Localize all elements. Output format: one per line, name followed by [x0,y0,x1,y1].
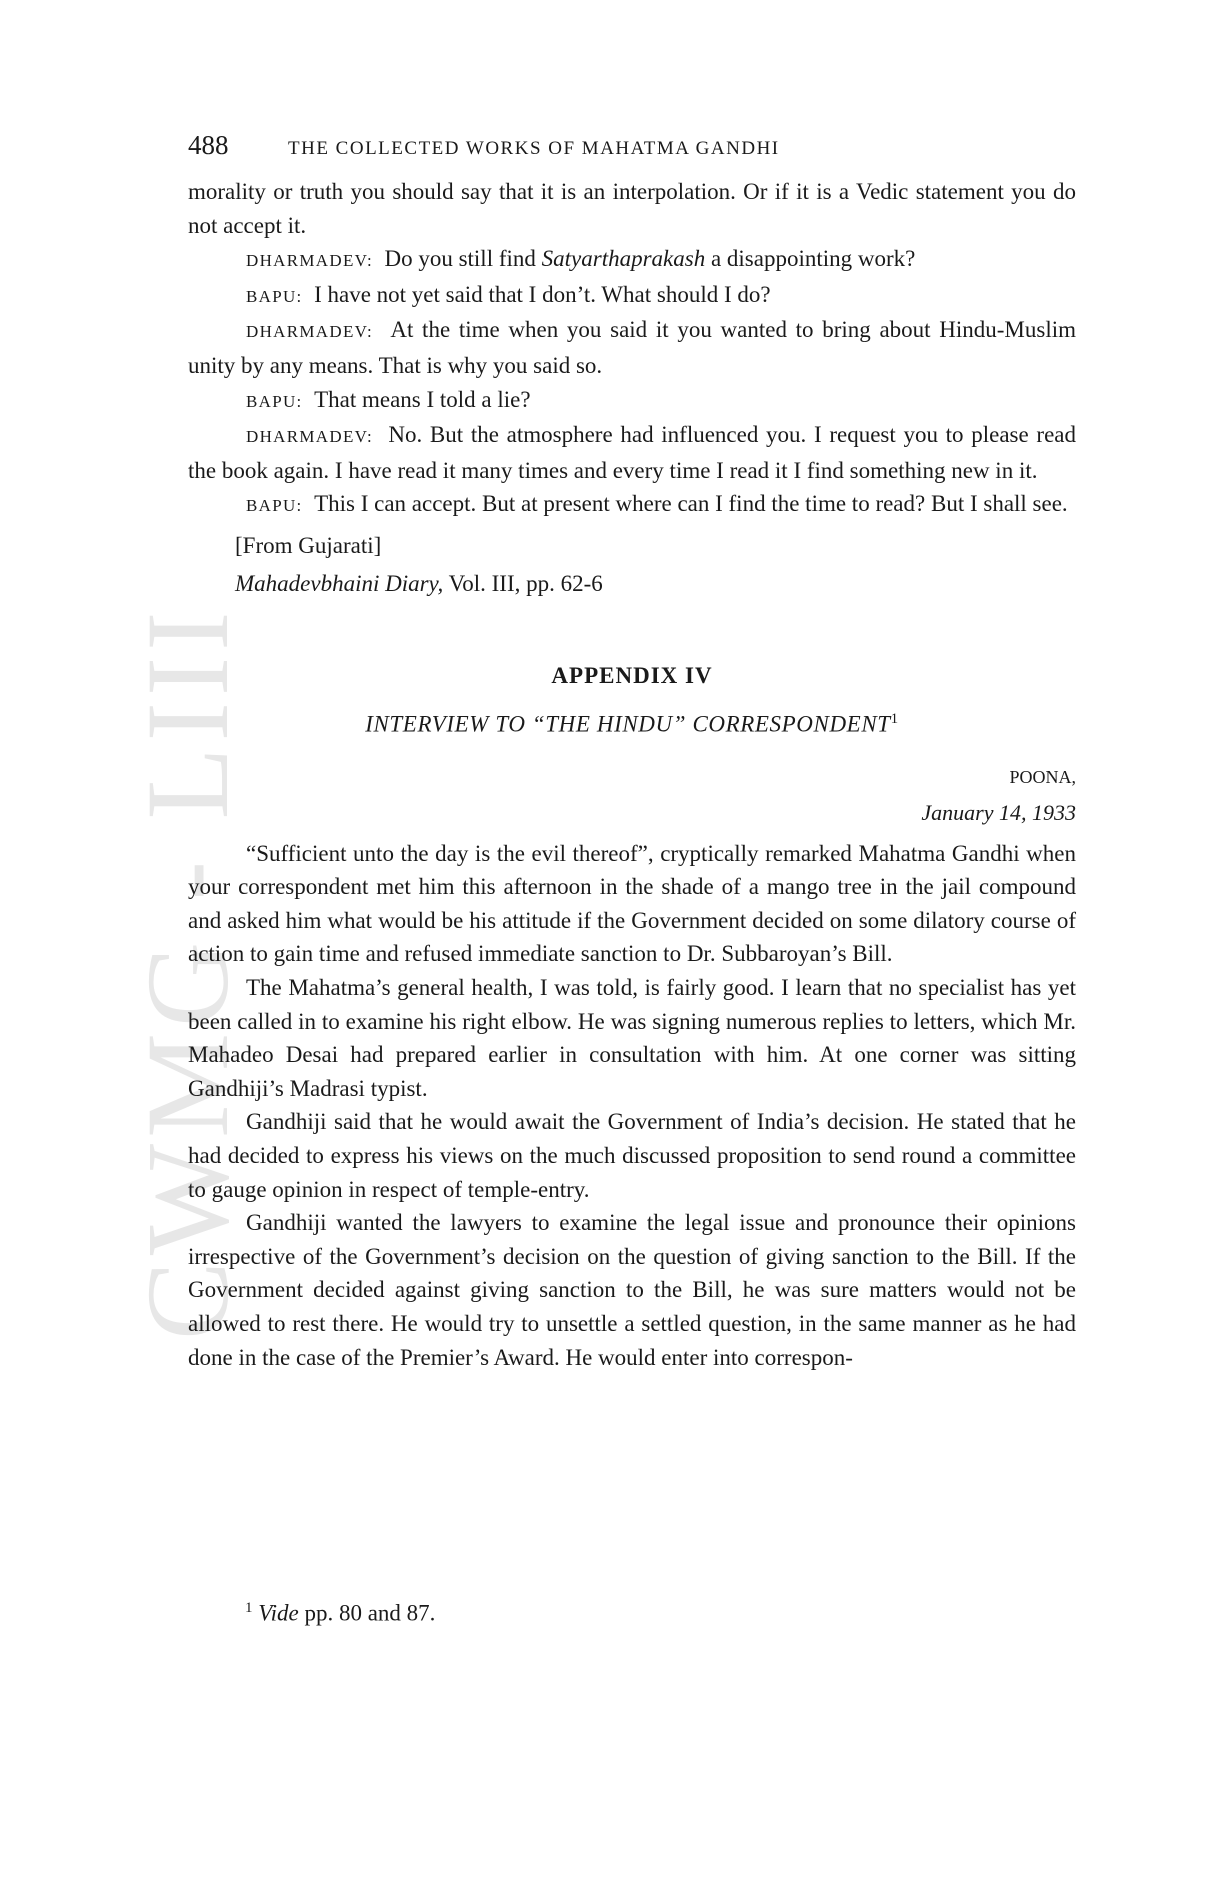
appendix-subtitle: INTERVIEW TO “THE HINDU” CORRESPONDENT$^1$ [365,710,899,737]
dialogue-line: BAPU: That means I told a lie? [246,386,531,412]
appendix-title: APPENDIX IV [551,662,713,688]
dateline-date: January 14, 1933 [921,799,1076,825]
paragraph: “Sufficient unto the day is the evil thereof”, cryptically remarked Mahatma Gandhi when your correspondent met him this afternoon in the shade of a mango tree in the jail compound and asked him what would be his attitude if the Government decided on some dilatory course of action to gain time and refused immediate sanction to Dr. Subbaroyan’s Bill. [188,840,1076,967]
paragraph: Gandhiji said that he would await the Government of India’s decision. He stated that he had decided to express his views on the much discussed proposition to send round a committee to gauge opinion in respect of temple-entry. [188,1109,1076,1202]
book-title: Satyarthaprakash [541,246,706,272]
speaker-label: BAPU: [246,391,303,411]
speaker-label: DHARMADEV: [246,251,373,271]
dialogue-line: DHARMADEV: No. But the atmosphere had influenced you. I request you to please read the book again. I have read it many times and every time I read it I find something new in it. [188,422,1076,483]
speaker-label: BAPU: [246,496,303,516]
footnote-marker: 1 [890,710,899,727]
dialogue-line: BAPU: This I can accept. But at present where can I find the time to read? But I shall see. [246,491,1068,517]
speaker-label: DHARMADEV: [246,427,373,447]
footnote: $^1$ Vide pp. 80 and 87. [245,1600,436,1626]
dialogue-line: BAPU: I have not yet said that I don’t. What should I do? [246,281,771,307]
page-header [188,130,1076,161]
page-number: 488 [188,130,229,160]
watermark: CWMG - LIII [122,605,253,1340]
dialogue-line: DHARMADEV: Do you still find Satyarthaprakash a disappointing work? [246,246,916,272]
paragraph: morality or truth you should say that it is an interpolation. Or if it is a Vedic statement you do not accept it. [188,179,1076,238]
running-head: THE COLLECTED WORKS OF MAHATMA GANDHI [288,138,780,159]
source-note [188,527,1076,603]
speaker-label: DHARMADEV: [246,322,373,342]
source-language: [From Gujarati] [235,532,382,558]
page-body [188,130,1076,1374]
paragraph: Gandhiji wanted the lawyers to examine the legal issue and pronounce their opinions irrespective of the Government’s decision on the question of giving sanction to the Bill. If the Government decided against giving sanction to the Bill, he was sure matters would not be allowed to rest there. He would try to unsettle a settled question, in the same manner as he had done in the case of the Premier’s Award. He would enter into correspon- [188,1210,1076,1370]
dialogue-line: DHARMADEV: At the time when you said it you wanted to bring about Hindu-Muslim unity by any means. That is why you said so. [188,317,1077,378]
paragraph: The Mahatma’s general health, I was told, is fairly good. I learn that no specialist has yet been called in to examine his right elbow. He was signing numerous replies to letters, which Mr. Mahadeo Desai had prepared earlier in consultation with him. At one corner was sitting Gandhiji’s Madrasi typist. [188,974,1076,1101]
speaker-label: BAPU: [246,286,303,306]
dateline-place: POONA, [1009,766,1076,787]
source-citation: Mahadevbhaini Diary, Vol. III, pp. 62-6 [235,570,603,596]
